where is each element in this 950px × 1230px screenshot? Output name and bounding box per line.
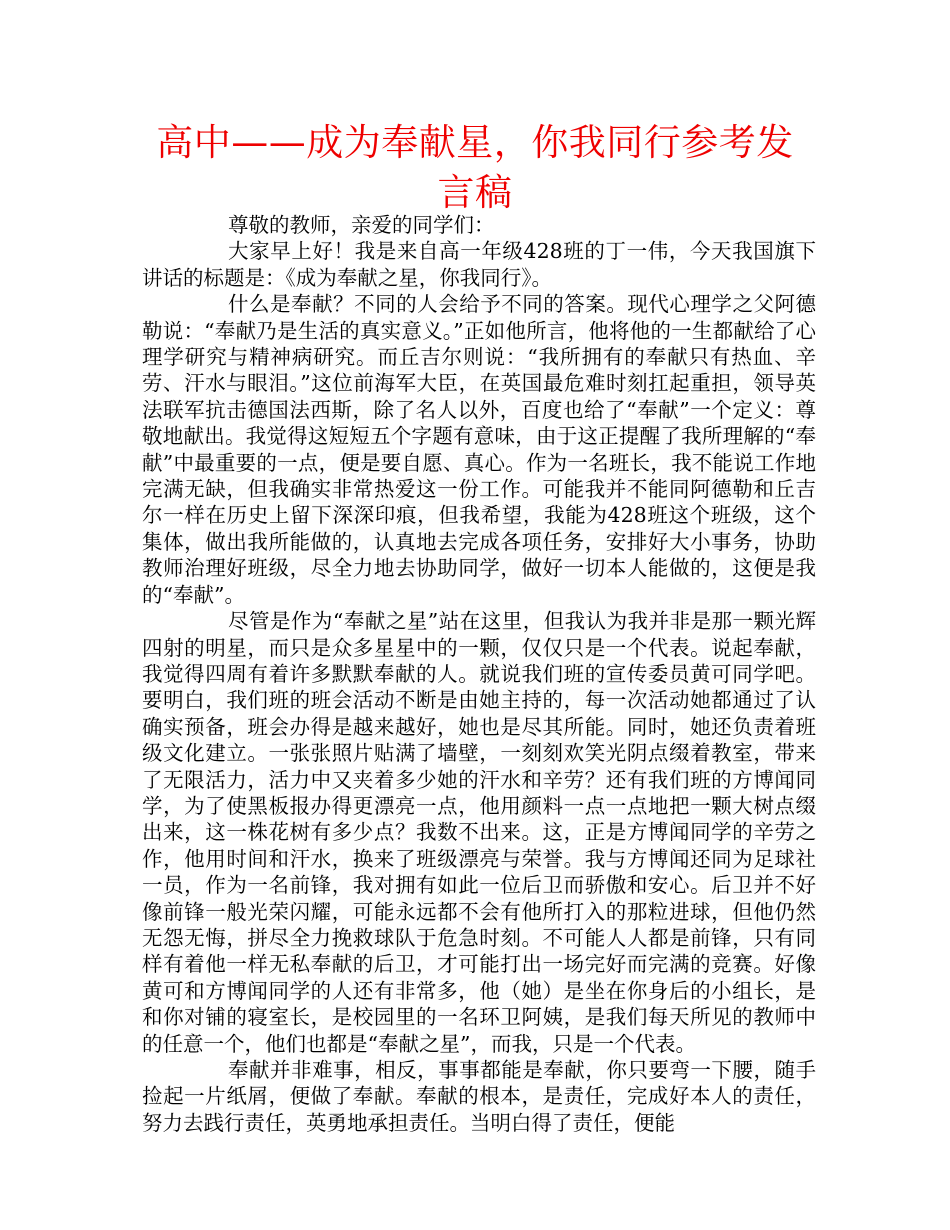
intro-paragraph: 大家早上好！我是来自高一年级428班的丁一伟，今天我国旗下讲话的标题是：《成为奉献之星，你我同行》。	[142, 239, 816, 290]
greeting-paragraph: 尊敬的教师，亲爱的同学们：	[228, 213, 495, 237]
responsibility-paragraph: 奉献并非难事，相反，事事都能是奉献，你只要弯一下腰，随手捡起一片纸屑，便做了奉献。奉献的根本，是责任，完成好本人的责任，努力去践行责任，英勇地承担责任。当明白得了责任，便能	[142, 1058, 816, 1135]
definition-paragraph: 什么是奉献？不同的人会给予不同的答案。现代心理学之父阿德勒说：“奉献乃是生活的真实意义。”正如他所言，他将他的一生都献给了心理学研究与精神病研究。而丘吉尔则说：“我所拥有的奉献只有热血、辛劳、汗水与眼泪。”这位前海军大臣，在英国最危难时刻扛起重担，领导英法联军抗击德国法西斯，除了名人以外，百度也给了“奉献”一个定义：尊敬地献出。我觉得这短短五个字题有意味，由于这正提醒了我所理解的“奉献”中最重要的一点，便是要自愿、真心。作为一名班长，我不能说工作地完满无缺，但我确实非常热爱这一份工作。可能我并不能同阿德勒和丘吉尔一样在历史上留下深深印痕，但我希望，我能为428班这个班级，这个集体，做出我所能做的，认真地去完成各项任务，安排好大小事务，协助教师治理好班级，尽全力地去协助同学，做好一切本人能做的，这便是我的“奉献”。	[142, 292, 816, 607]
document-body	[142, 212, 816, 1136]
document-title: 高中——成为奉献星，你我同行参考发言稿	[156, 121, 794, 214]
classmates-paragraph: 尽管是作为“奉献之星”站在这里，但我认为我并非是那一颗光辉四射的明星，而只是众多星星中的一颗，仅仅只是一个代表。说起奉献，我觉得四周有着许多默默奉献的人。就说我们班的宣传委员黄可同学吧。要明白，我们班的班会活动不断是由她主持的，每一次活动她都通过了认确实预备，班会办得是越来越好，她也是尽其所能。同时，她还负责着班级文化建立。一张张照片贴满了墙壁，一刻刻欢笑光阴点缀着教室，带来了无限活力，活力中又夹着多少她的汗水和辛劳？还有我们班的方博闻同学，为了使黑板报办得更漂亮一点，他用颜料一点一点地把一颗大树点缀出来，这一株花树有多少点？我数不出来。这，正是方博闻同学的辛劳之作，他用时间和汗水，换来了班级漂亮与荣誉。我与方博闻还同为足球社一员，作为一名前锋，我对拥有如此一位后卫而骄傲和安心。后卫并不好像前锋一般光荣闪耀，可能永远都不会有他所打入的那粒进球，但他仍然无怨无悔，拼尽全力挽救球队于危急时刻。不可能人人都是前锋，只有同样有着他一样无私奉献的后卫，才可能打出一场完好而完满的竞赛。好像黄可和方博闻同学的人还有非常多，他（她）是坐在你身后的小组长，是和你对铺的寝室长，是校园里的一名环卫阿姨，是我们每天所见的教师中的任意一个，他们也都是“奉献之星”，而我，只是一个代表。	[142, 609, 816, 1056]
